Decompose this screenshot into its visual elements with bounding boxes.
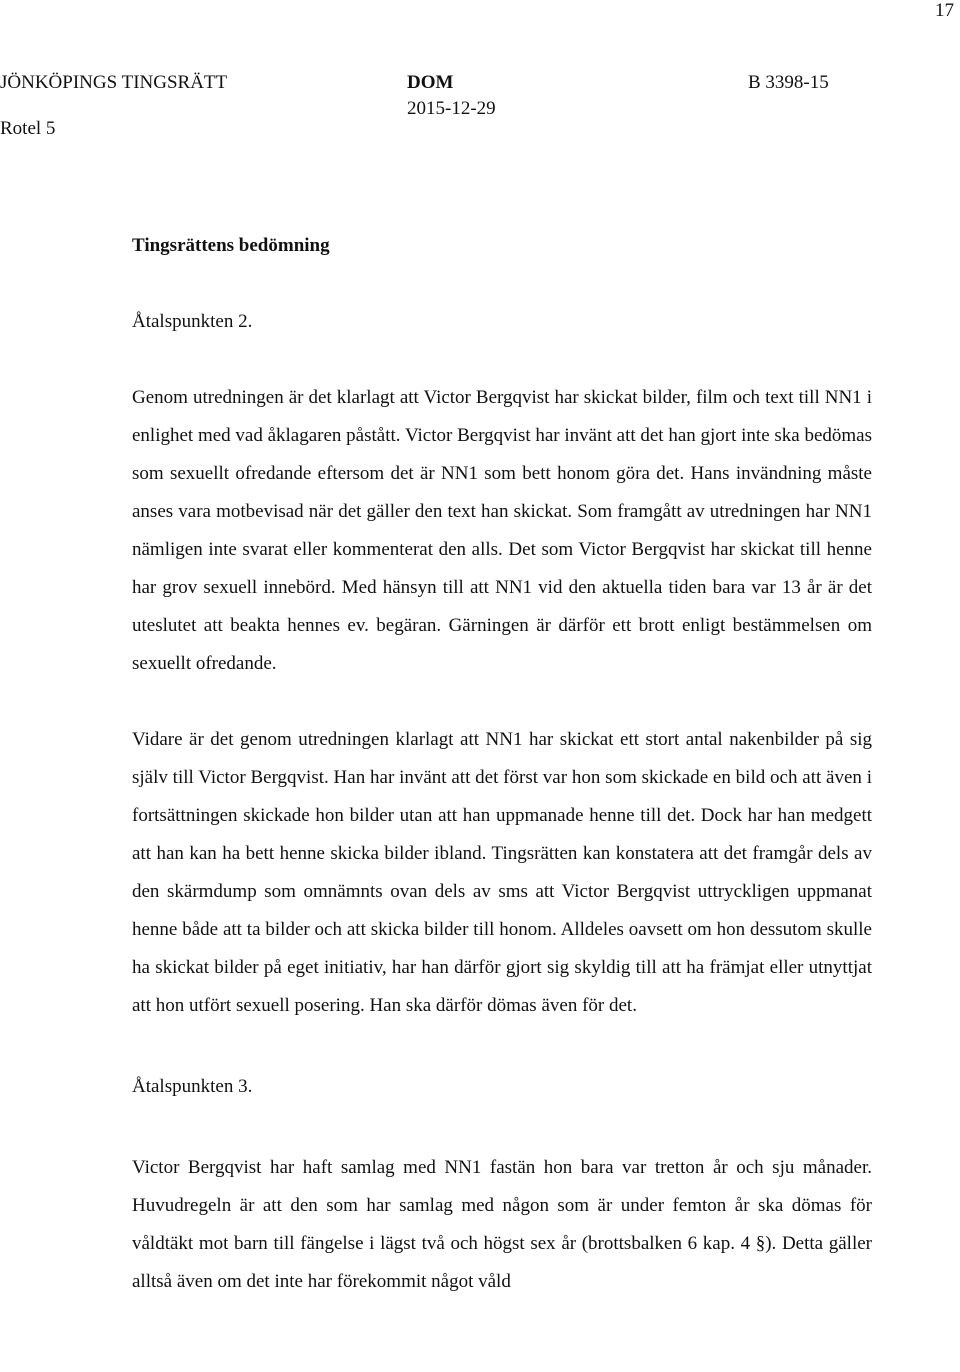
- document-type: DOM: [407, 72, 454, 93]
- rotel-label: Rotel 5: [0, 118, 56, 139]
- case-number: B 3398-15: [748, 72, 829, 93]
- paragraph: Victor Bergqvist har haft samlag med NN1 fastän hon bara var tretton år och sju månader. Huvudregeln är att den som har samlag med någon som är under femton år ska dömas för våldtäkt mot barn till fängelse i lägst två och högst sex år (brottsbalken 6 kap. 4 §). Detta gäller alltså även om det inte har förekommit något våld: [132, 1157, 872, 1292]
- court-name: JÖNKÖPINGS TINGSRÄTT: [0, 72, 228, 93]
- charge-point-2-title: Åtalspunkten 2.: [132, 311, 253, 332]
- charge-point-3-title: Åtalspunkten 3.: [132, 1076, 253, 1097]
- page-number: 17: [935, 0, 954, 21]
- document-date: 2015-12-29: [407, 98, 496, 119]
- paragraph: Genom utredningen är det klarlagt att Victor Bergqvist har skickat bilder, film och text till NN1 i enlighet med vad åklagaren påstått. Victor Bergqvist har invänt att det han gjort inte ska bedömas som sexuellt ofredande eftersom det är NN1 som bett honom göra det. Hans invändning måste anses vara motbevisad när det gäller den text han skickat. Som framgått av utredningen har NN1 nämligen inte svarat eller kommenterat den alls. Det som Victor Bergqvist har skickat till henne har grov sexuell innebörd. Med hänsyn till att NN1 vid den aktuella tiden bara var 13 år är det uteslutet att beakta hennes ev. begäran. Gärningen är därför ett brott enligt bestämmelsen om sexuellt ofredande.: [132, 387, 873, 674]
- document-body: [132, 232, 872, 1301]
- section-heading: Tingsrättens bedömning: [132, 235, 330, 256]
- paragraph: Vidare är det genom utredningen klarlagt att NN1 har skickat ett stort antal nakenbilder på sig själv till Victor Bergqvist. Han har invänt att det först var hon som skickade en bild och att även i fortsättningen skickade hon bilder utan att han uppmanade henne till det. Dock har han medgett att han kan ha bett henne skicka bilder ibland. Tingsrätten kan konstatera att det framgår dels av den skärmdump som omnämnts ovan dels av sms att Victor Bergqvist uttryckligen uppmanat henne både att ta bilder och att skicka bilder till honom. Alldeles oavsett om hon dessutom skulle ha skickat bilder på eget initiativ, har han därför gjort sig skyldig till att ha främjat eller utnyttjat att hon utfört sexuell posering. Han ska därför dömas även för det.: [132, 729, 872, 1016]
